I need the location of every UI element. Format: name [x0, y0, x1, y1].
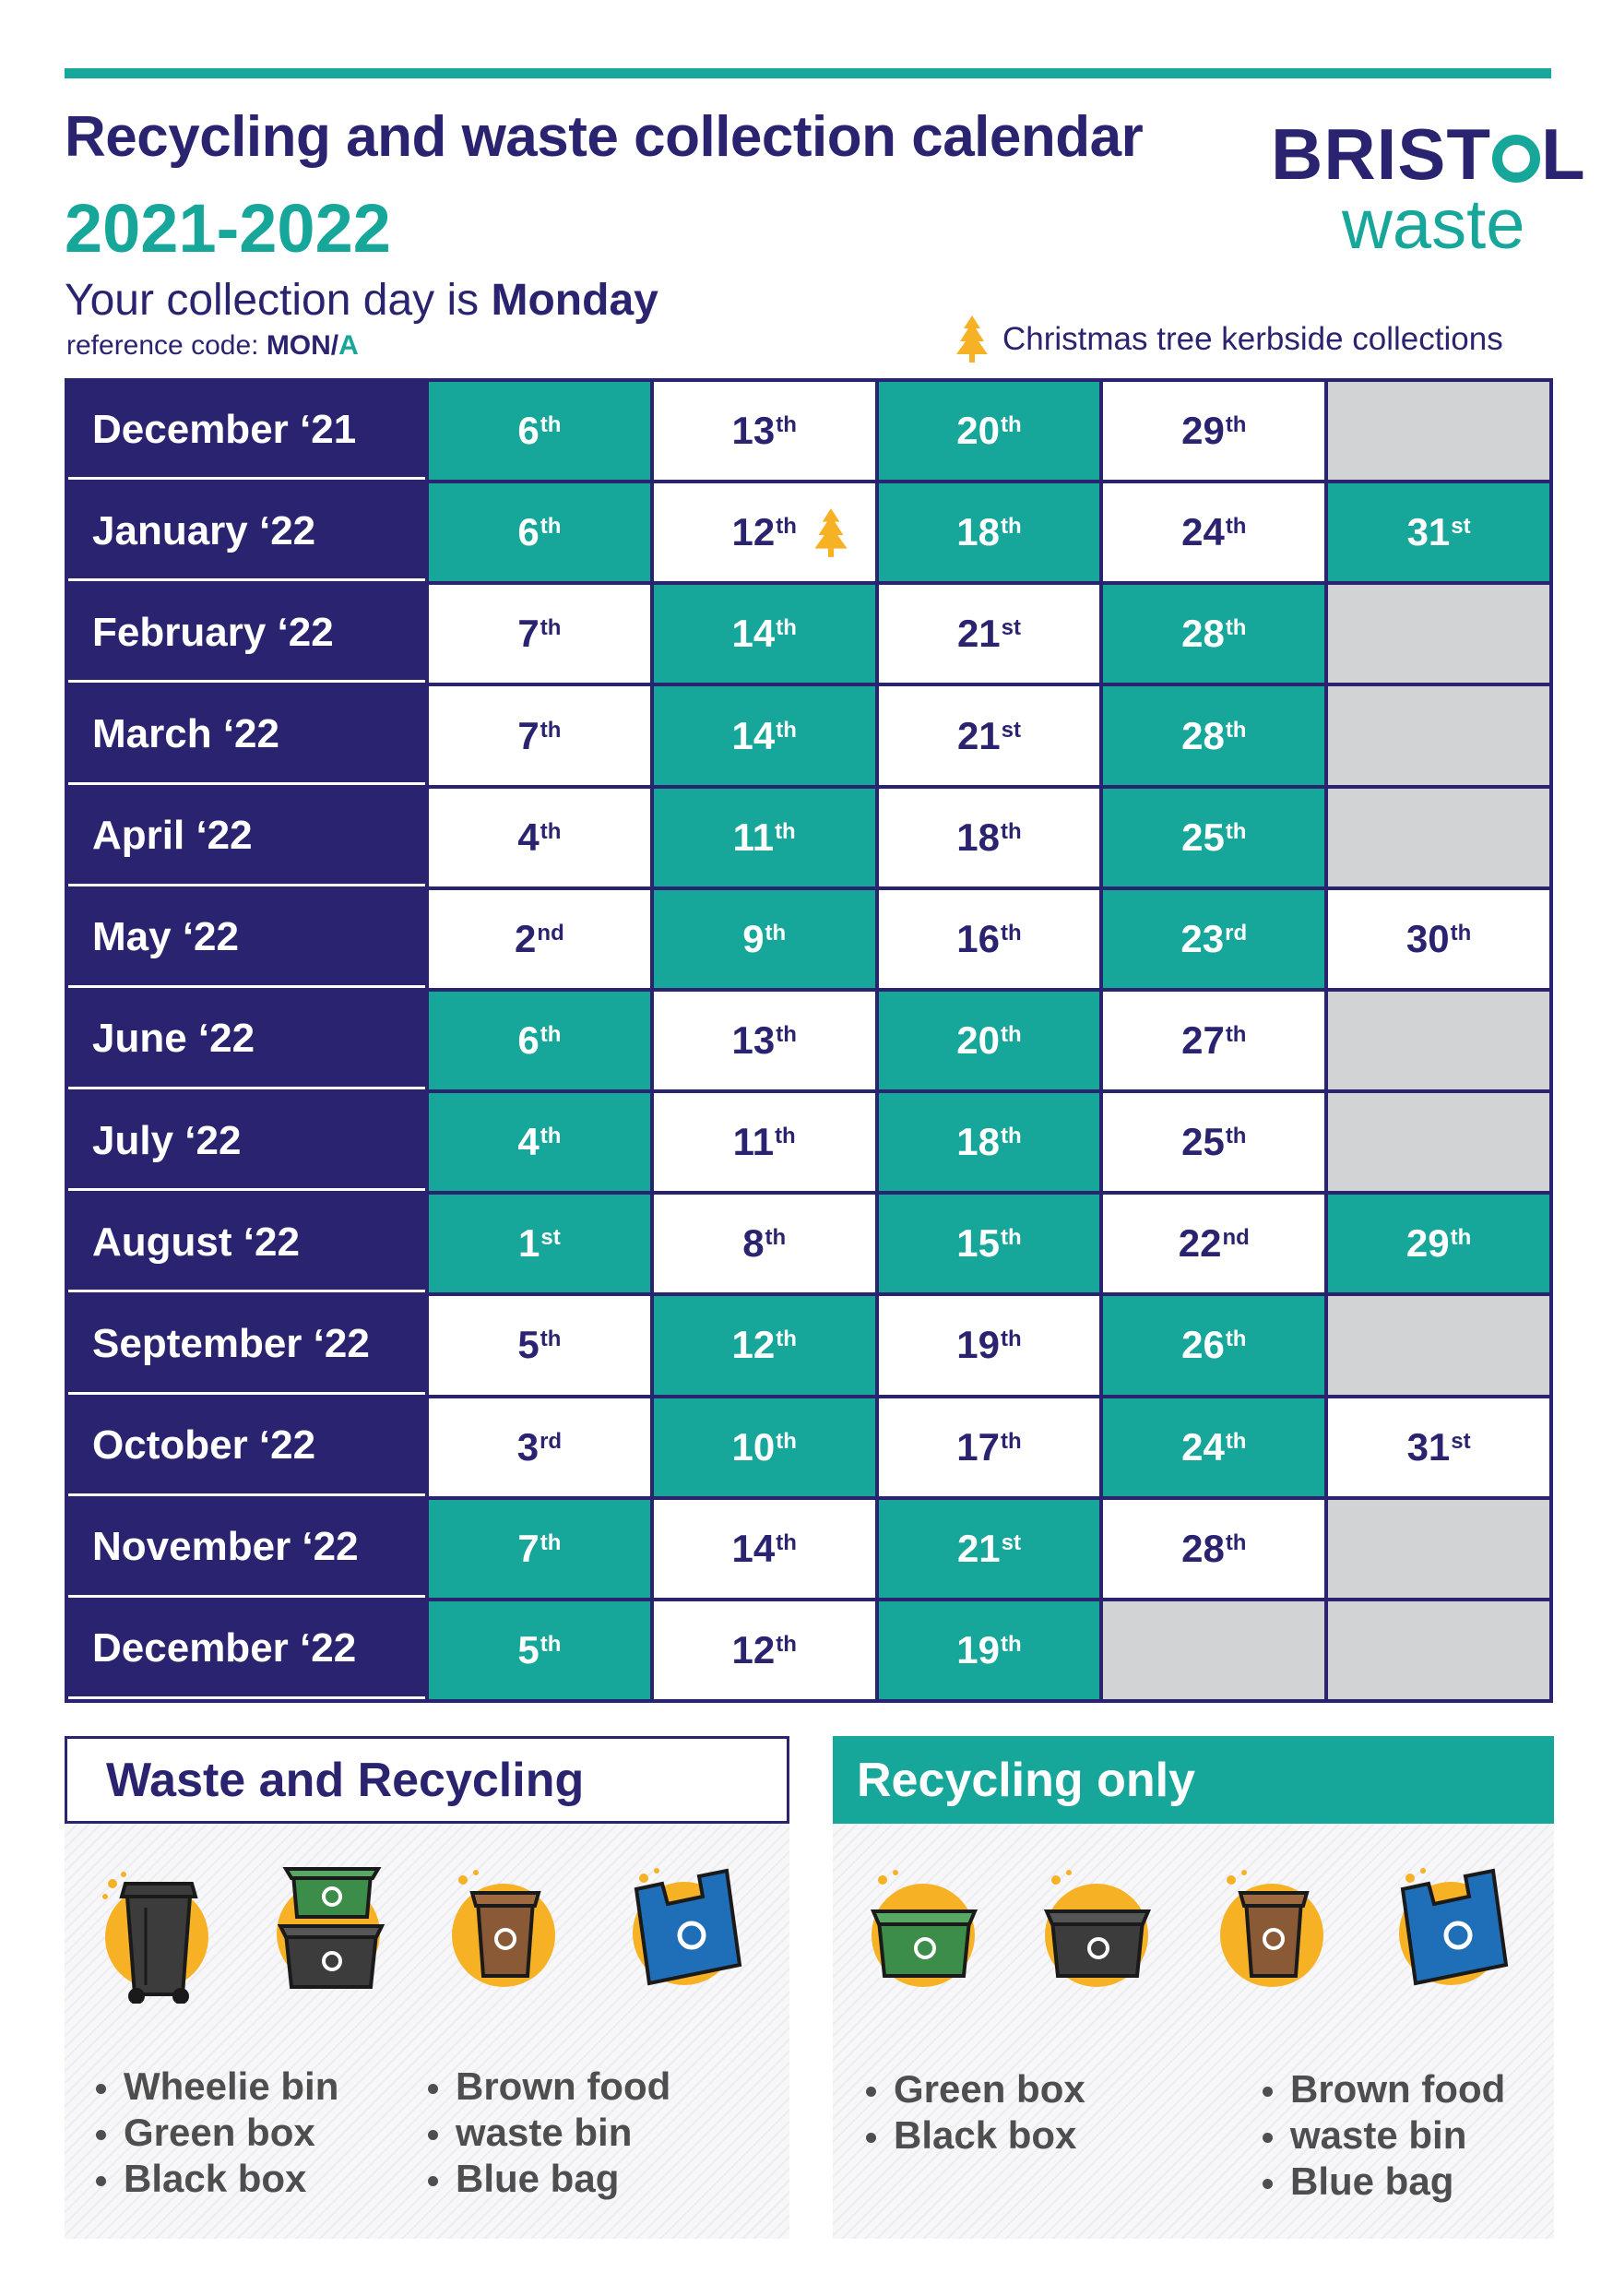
collection-date-cell: 7 $^{th}$	[429, 686, 650, 784]
month-label: March ‘22	[68, 686, 425, 784]
empty-cell	[1328, 789, 1549, 886]
collection-date-cell: 5 $^{th}$	[429, 1296, 650, 1394]
collection-date-cell: 12 $^{th}$	[654, 1601, 875, 1699]
collection-date-cell: 14 $^{th}$	[654, 585, 875, 683]
reference-code-value: MON/A	[266, 330, 359, 361]
month-label: December ‘22	[68, 1601, 425, 1699]
waste-and-recycling-heading: Waste and Recycling	[65, 1736, 789, 1824]
recycling-list-b	[1257, 2066, 1505, 2205]
collection-date-cell: 27 $^{th}$	[1103, 992, 1324, 1089]
month-label: October ‘22	[68, 1398, 425, 1496]
month-label: December ‘21	[68, 382, 425, 480]
collection-date-cell: 1 $^{st}$	[429, 1195, 650, 1292]
collection-date-cell: 29 $^{th}$	[1328, 1195, 1549, 1292]
christmas-tree-icon	[955, 314, 990, 365]
waste-logo: waste	[1342, 185, 1525, 264]
collection-date-cell: 19 $^{th}$	[879, 1601, 1100, 1699]
collection-date-cell: 18 $^{th}$	[879, 789, 1100, 886]
page-year: 2021-2022	[65, 190, 391, 267]
collection-date-cell: 31 $^{st}$	[1328, 1398, 1549, 1496]
collection-date-cell: 14 $^{th}$	[654, 686, 875, 784]
recycling-list-a	[860, 2066, 1085, 2159]
christmas-legend	[955, 314, 1503, 365]
collection-date-cell: 30 $^{th}$	[1328, 890, 1549, 988]
empty-cell	[1328, 1601, 1549, 1699]
collection-date-cell: 21 $^{st}$	[879, 1500, 1100, 1598]
collection-date-cell: 13 $^{th}$	[654, 992, 875, 1089]
collection-date-cell: 17 $^{th}$	[879, 1398, 1100, 1496]
empty-cell	[1328, 1296, 1549, 1394]
empty-cell	[1103, 1601, 1324, 1699]
collection-date-cell: 15 $^{th}$	[879, 1195, 1100, 1292]
collection-date-cell: 10 $^{th}$	[654, 1398, 875, 1496]
waste-list-b	[422, 2064, 670, 2202]
month-label: January ‘22	[68, 483, 425, 581]
collection-date-cell: 16 $^{th}$	[879, 890, 1100, 988]
bristol-logo: BRIST L	[1271, 113, 1586, 195]
collection-date-cell: 4 $^{th}$	[429, 1093, 650, 1191]
recycling-only-heading: Recycling only	[833, 1736, 1554, 1824]
collection-date-cell: 25 $^{th}$	[1103, 789, 1324, 886]
collection-date-cell: 12 $^{th}$	[654, 1296, 875, 1394]
list-item: Black box	[860, 2112, 1085, 2159]
collection-date-cell: 26 $^{th}$	[1103, 1296, 1324, 1394]
collection-date-cell: 24 $^{th}$	[1103, 1398, 1324, 1496]
collection-date-cell: 18 $^{th}$	[879, 1093, 1100, 1191]
month-label: February ‘22	[68, 585, 425, 683]
collection-date-cell: 4 $^{th}$	[429, 789, 650, 886]
christmas-tree-icon	[812, 506, 849, 560]
empty-cell	[1328, 382, 1549, 480]
collection-date-cell: 21 $^{st}$	[879, 585, 1100, 683]
empty-cell	[1328, 1500, 1549, 1598]
list-item: Green box	[90, 2110, 338, 2156]
brown-food-bin-icon	[1200, 1856, 1347, 2004]
blue-bag-icon	[1377, 1856, 1524, 2004]
list-item: Blue bag	[1257, 2159, 1505, 2205]
list-item: Wheelie bin	[90, 2064, 338, 2110]
empty-cell	[1328, 992, 1549, 1089]
reference-code-prefix: reference code:	[66, 330, 259, 361]
collection-date-cell: 20 $^{th}$	[879, 382, 1100, 480]
month-label: November ‘22	[68, 1500, 425, 1598]
collection-date-cell: 20 $^{th}$	[879, 992, 1100, 1089]
waste-and-recycling-panel	[65, 1736, 789, 2239]
header-rule	[65, 68, 1551, 78]
christmas-legend-label: Christmas tree kerbside collections	[1002, 321, 1503, 357]
collection-date-cell: 9 $^{th}$	[654, 890, 875, 988]
month-label: August ‘22	[68, 1195, 425, 1292]
collection-date-cell: 28 $^{th}$	[1103, 1500, 1324, 1598]
collection-date-cell: 29 $^{th}$	[1103, 382, 1324, 480]
collection-date-cell: 19 $^{th}$	[879, 1296, 1100, 1394]
month-label: June ‘22	[68, 992, 425, 1089]
collection-date-cell: 8 $^{th}$	[654, 1195, 875, 1292]
collection-date-cell: 12 $^{th}$	[654, 483, 875, 581]
empty-cell	[1328, 585, 1549, 683]
collection-date-cell: 3 $^{rd}$	[429, 1398, 650, 1496]
collection-date-cell: 6 $^{th}$	[429, 483, 650, 581]
list-item: Blue bag	[422, 2156, 670, 2202]
collection-date-cell: 25 $^{th}$	[1103, 1093, 1324, 1191]
collection-date-cell: 11 $^{th}$	[654, 1093, 875, 1191]
blue-bag-icon	[611, 1856, 758, 2004]
logo-ring	[1492, 135, 1540, 183]
collection-date-cell: 2 $^{nd}$	[429, 890, 650, 988]
brown-food-bin-icon	[432, 1856, 579, 2004]
list-item: Black box	[90, 2156, 338, 2202]
month-label: July ‘22	[68, 1093, 425, 1191]
collection-calendar	[65, 378, 1553, 1703]
collection-day-value: Monday	[491, 276, 658, 325]
collection-date-cell: 31 $^{st}$	[1328, 483, 1549, 581]
collection-date-cell: 28 $^{th}$	[1103, 686, 1324, 784]
waste-list-a	[90, 2064, 338, 2202]
collection-day	[65, 275, 658, 326]
list-item: Green box	[860, 2066, 1085, 2112]
reference-code	[66, 330, 359, 362]
black-box-icon	[1025, 1856, 1172, 2004]
empty-cell	[1328, 686, 1549, 784]
collection-date-cell: 13 $^{th}$	[654, 382, 875, 480]
empty-cell	[1328, 1093, 1549, 1191]
month-label: May ‘22	[68, 890, 425, 988]
month-label: April ‘22	[68, 789, 425, 886]
collection-date-cell: 5 $^{th}$	[429, 1601, 650, 1699]
recycling-only-panel	[833, 1736, 1554, 2239]
collection-day-prefix: Your collection day is	[65, 276, 480, 325]
month-label: September ‘22	[68, 1296, 425, 1394]
list-item: Brown food	[1257, 2066, 1505, 2112]
collection-date-cell: 24 $^{th}$	[1103, 483, 1324, 581]
page-title: Recycling and waste collection calendar	[65, 105, 1144, 169]
wheelie-bin-icon	[85, 1856, 232, 2004]
collection-date-cell: 6 $^{th}$	[429, 992, 650, 1089]
green-and-black-box-icon	[258, 1856, 406, 2004]
collection-date-cell: 21 $^{st}$	[879, 686, 1100, 784]
list-item: Brown food	[422, 2064, 670, 2110]
collection-date-cell: 7 $^{th}$	[429, 585, 650, 683]
collection-date-cell: 23 $^{rd}$	[1103, 890, 1324, 988]
collection-date-cell: 11 $^{th}$	[654, 789, 875, 886]
collection-date-cell: 22 $^{nd}$	[1103, 1195, 1324, 1292]
green-box-icon	[851, 1856, 999, 2004]
list-item: waste bin	[422, 2110, 670, 2156]
list-item: waste bin	[1257, 2112, 1505, 2159]
collection-date-cell: 18 $^{th}$	[879, 483, 1100, 581]
collection-date-cell: 6 $^{th}$	[429, 382, 650, 480]
collection-date-cell: 14 $^{th}$	[654, 1500, 875, 1598]
collection-date-cell: 7 $^{th}$	[429, 1500, 650, 1598]
collection-date-cell: 28 $^{th}$	[1103, 585, 1324, 683]
